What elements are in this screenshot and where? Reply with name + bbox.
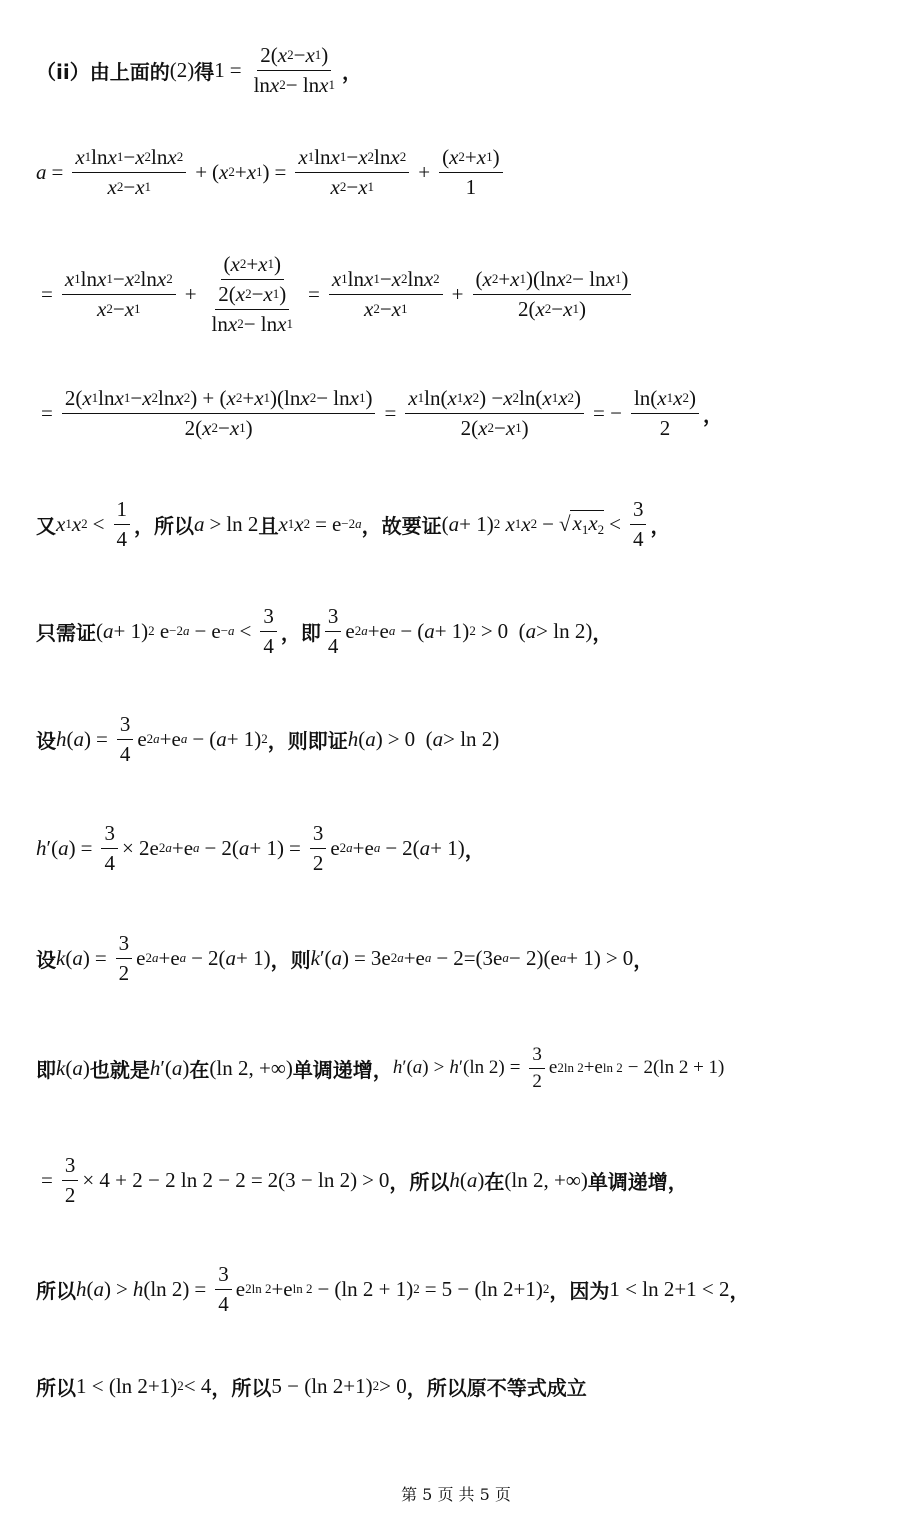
text-l12-suoyi: ，所以 [389, 1169, 450, 1194]
text-l8-she: 设 [36, 728, 56, 753]
math-prove-target: ( a + 1) 2 x 1 x 2 − √ $x_1x_2$ < $\frac{3}{4}$ [442, 497, 651, 552]
line-13 [36, 1256, 882, 1322]
line-8 [36, 708, 882, 770]
math-define-k: k ( a ) = $\frac{3}{2}$ e 2a +e a − 2( a + 1) [56, 930, 271, 985]
math-equivalent: $\frac{3}{4}$ e 2a +e a − ( a + 1) 2 > 0 ( a > ln 2) [321, 604, 592, 659]
math-k-a: k ( a ) [56, 1055, 90, 1080]
text-l1-end: ， [342, 59, 362, 84]
text-l6-guyaozheng: ，故要证 [361, 513, 442, 538]
text-l1-de: 得 [194, 59, 215, 84]
line-9 [36, 816, 882, 880]
math-final: 5 − (ln 2+1) 2 > 0 [271, 1373, 407, 1398]
page-footer: 第 5 页 共 5 页 [401, 1485, 511, 1504]
math-eq-3: = x 1 ln x 1 − x 2 ln x 2 x 2 − x 1 + ( x 2 + x 1 ) 2( x 2 − x 1 ) ln x 2 − ln x 1 = x 1 ln x 1 − x 2 ln x 2 x 2 − x 1 + ( x 2 + x 1 )(ln x 2 − ln x 1 ) 2( x 2 − x 1 ) [36, 252, 635, 337]
line-3 [36, 242, 882, 346]
math-h-compare: h ( a ) > h (ln 2) = $\frac{3}{4}$ e 2ln 2 +e ln 2 − (ln 2 + 1) 2 = 5 − (ln 2+1) 2 [76, 1261, 550, 1316]
text-l11-yejiushi: 也就是 [89, 1057, 150, 1082]
math-need-prove: ( a + 1) 2 e −2a − e −a < $\frac{3}{4}$ [96, 604, 281, 659]
text-l10-she: 设 [36, 947, 56, 972]
text-l1-prefix: （ii）由上面的 [36, 59, 170, 84]
text-l6-qie: 且 [258, 513, 279, 538]
text-l12-dandiao: 单调递增， [587, 1169, 688, 1194]
math-eq-1: 1 = 2( x 2 − x 1 ) ln x 2 − ln x 1 [214, 42, 335, 97]
math-interval-1: (ln 2, +∞) [209, 1055, 293, 1080]
text-l14-suoyi1: 所以 [36, 1375, 76, 1400]
text-l8-zejizheng: ，则即证 [267, 728, 348, 753]
line-7 [36, 600, 882, 662]
math-h-gt-0: h ( a ) > 0 ( a > ln 2) [347, 726, 500, 751]
text-l6-you: 又 [36, 513, 56, 538]
math-h-prime-a: h ′( a ) [149, 1055, 190, 1080]
line-4 [36, 380, 882, 446]
text-l11-zai: 在 [189, 1057, 210, 1082]
text-l14-suoyi2: ，所以 [211, 1375, 272, 1400]
math-interval-2: (ln 2, +∞) [504, 1167, 588, 1192]
math-x1x2-eq: x 1 x 2 = e −2a [278, 511, 362, 536]
math-h-a: h ( a ) [449, 1167, 485, 1192]
math-range: 1 < ln 2+1 < 2 [609, 1276, 730, 1301]
line-14 [36, 1358, 882, 1414]
text-l13-suoyi: 所以 [36, 1278, 76, 1303]
math-k-derivative: k ′( a ) = 3e 2a +e a − 2=(3e a − 2)(e a + 1) > 0 [310, 945, 634, 970]
text-l6-end: ， [650, 513, 671, 538]
text-l11-dandiao: 单调递增， [292, 1057, 393, 1082]
math-h-prime-compare: h ′( a ) > h ′(ln 2) = $\frac{3}{2}$ e 2ln 2 +e ln 2 − 2(ln 2 + 1) [392, 1043, 725, 1092]
text-l13-end: ， [729, 1278, 750, 1303]
text-l13-yinwei: ，因为 [549, 1278, 610, 1303]
math-eq-2: a = x 1 ln x 1 − x 2 ln x 2 x 2 − x 1 + ( x 2 + x 1 ) = x 1 ln x 1 − x 2 ln x 2 x 2 − x 1 + ( x 2 + x 1 ) 1 [36, 145, 507, 200]
text-l10-ze: ，则 [270, 947, 311, 972]
text-l7-end: ， [592, 620, 613, 645]
text-l9-end: ， [464, 837, 485, 862]
text-l7-zhixuzheng: 只需证 [36, 620, 96, 645]
line-12 [36, 1148, 882, 1212]
text-l11-ji: 即 [36, 1057, 56, 1082]
math-define-h: h ( a ) = $\frac{3}{4}$ e 2a +e a − ( a + 1) 2 [56, 711, 268, 766]
text-l10-end: ， [633, 947, 654, 972]
line-11 [36, 1036, 882, 1100]
math-evaluate: = $\frac{3}{2}$ × 4 + 2 − 2 ln 2 − 2 = 2(3 − ln 2) > 0 [41, 1152, 390, 1207]
line-1 [36, 40, 882, 100]
math-a-gt-ln2: a > ln 2 [194, 511, 259, 536]
math-square-range: 1 < (ln 2+1) 2 < 4 [76, 1373, 212, 1398]
text-l12-zai: 在 [484, 1169, 505, 1194]
math-h-derivative: h ′( a ) = $\frac{3}{4}$ × 2e 2a +e a − 2( a + 1) = $\frac{3}{2}$ e 2a +e a − 2( a + 1) [36, 820, 465, 875]
math-eq-4: = 2( x 1 ln x 1 − x 2 ln x 2 ) + ( x 2 + x 1 )(ln x 2 − ln x 1 ) 2( x 2 − x 1 ) = x 1 ln( x 1 x 2 ) − x 2 ln( x 1 x 2 ) 2( x 2 − x 1 ) = − ln( x 1 x 2 ) 2 [36, 386, 703, 441]
line-2 [36, 140, 882, 204]
text-l5-end: ， [702, 402, 723, 427]
text-l14-end: ，所以原不等式成立 [406, 1375, 587, 1400]
line-10 [36, 926, 882, 990]
text-l7-ji: ，即 [280, 620, 321, 645]
line-6 [36, 494, 882, 554]
text-l1-paren: (2) [169, 57, 195, 82]
text-l6-suoyi: ，所以 [134, 513, 194, 538]
math-x1x2-lt: x 1 x 2 < $\frac{1}{4}$ [56, 497, 134, 552]
